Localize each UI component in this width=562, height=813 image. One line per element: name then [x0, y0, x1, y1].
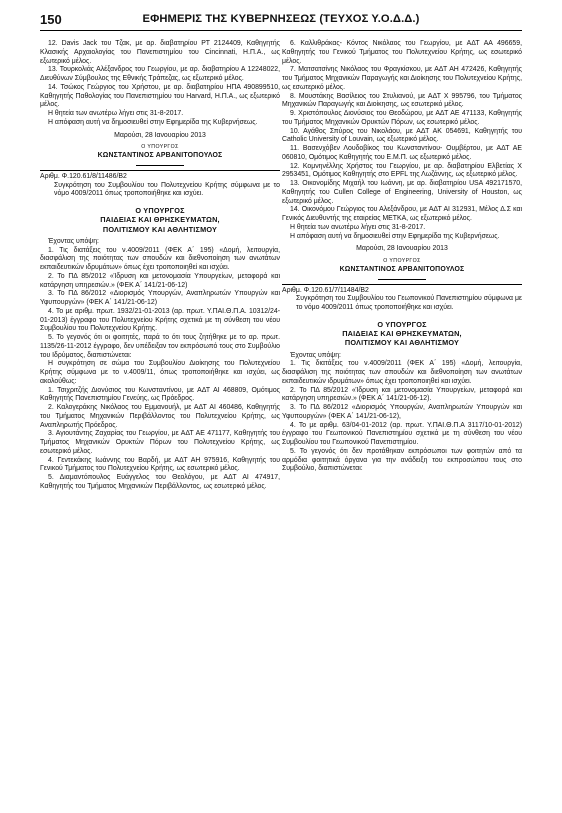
signatory-name: ΚΩΝΣΤΑΝΤΙΝΟΣ ΑΡΒΑΝΙΤΟΠΟΥΛΟΣ: [339, 265, 465, 273]
minister-heading-1: Ο ΥΠΟΥΡΓΟΣ: [135, 206, 185, 215]
minister-heading-2: ΠΑΙΔΕΙΑΣ ΚΑΙ ΘΡΗΣΚΕΥΜΑΤΩΝ,: [342, 329, 462, 339]
body-paragraph: 3. Το ΠΔ 86/2012 «Διορισμός Υπουργών, Αναπληρωτών Υπουργών και Υφυπουργών» (ΦΕΚ Α΄ 141/21-06-12),: [282, 404, 522, 420]
gazette-title: ΕΦΗΜΕΡΙΣ ΤΗΣ ΚΥΒΕΡΝΗΣΕΩΣ (ΤΕΥΧΟΣ Υ.Ο.Δ.Δ.): [142, 13, 420, 25]
member-item: 8. Μουστάκης Βασίλειος του Στυλιανού, με ΑΔΤ Χ 995796, του Τμήματος Μηχανικών Παραγωγής και Διοίκησης, ως εσωτερικό μέλος.: [282, 92, 522, 109]
minister-heading-1: Ο ΥΠΟΥΡΓΟΣ: [377, 319, 427, 329]
body-paragraph: 1. Τις διατάξεις του ν.4009/2011 (ΦΕΚ Α΄ 195) «Δομή, λειτουργία, διασφάλιση της ποιότητας των σπουδών και διεθνοποίηση των ανωτάτων εκπαιδευτικών ιδρυμάτων» όπως έχει τροποποιηθεί και ισχύει.: [40, 246, 280, 272]
body-paragraph: 1. Τις διατάξεις του ν.4009/2011 (ΦΕΚ Α΄ 195) «Δομή, λειτουργία, διασφάλιση της ποιότητας των σπουδών και διεθνοποίηση των ανωτάτων εκπαιδευτικών ιδρυμάτων» όπως έχει τροποποιηθεί και ισχύει.: [282, 360, 522, 385]
body-paragraph: 4. Το με αριθμ. 63/04-01-2012 (αρ. πρωτ. Υ.ΠΑΙ.Θ.Π.Α 3117/10-01-2012) έγγραφο του Γεωπονικού Πανεπιστημίου σχετικά με τη σύνθεση του νέου Συμβουλίου του Γεωπονικού Πανεπιστημίου.: [282, 421, 522, 447]
decision-number: Αριθμ. Φ.120.61/7/11484/Β2: [282, 284, 522, 296]
decision-title: [282, 295, 522, 313]
member-item: 6. Καλλιθράκας- Κόντος Νικόλαος του Γεωργίου, με ΑΔΤ ΑΑ 496659, Καθηγητής του Γενικού Τμήματος του Πολυτεχνείου Κρήτης, ως εσωτερικό μέλος.: [282, 40, 522, 65]
body-paragraph: 4. Το με αριθμ. πρωτ. 1932/21-01-2013 (αρ. πρωτ. Υ.ΠΑΙ.Θ.Π.Α. 10312/24-01-2013) έγγραφο του Πολυτεχνείου Κρήτης σχετικά με τη σύνθεση του νέου Συμβουλίου του Πολυτεχνείου Κρήτης.: [40, 307, 280, 333]
minister-heading-3: ΠΟΛΙΤΙΣΜΟΥ ΚΑΙ ΑΘΛΗΤΙΣΜΟΥ: [344, 338, 460, 348]
header-rule: [40, 30, 522, 31]
signature-divider: [136, 165, 184, 166]
body-paragraph: Η συγκρότηση σε σώμα του Συμβουλίου Διοίκησης του Πολυτεχνείου Κρήτης σύμφωνα με το ν.4009/11, όπως τροποποιήθηκε και ισχύει, ως ακολούθως:: [40, 360, 280, 385]
body-paragraph: 2. Το ΠΔ 85/2012 «Ίδρυση και μετονομασία Υπουργείων, μεταφορά και κατάργηση υπηρεσιών.» (ΦΕΚ Α΄ 141/21-06-12): [40, 272, 280, 289]
body-paragraph: Έχοντας υπόψη:: [48, 237, 99, 245]
minister-heading-2: ΠΑΙΔΕΙΑΣ ΚΑΙ ΘΡΗΣΚΕΥΜΑΤΩΝ,: [100, 215, 220, 225]
minister-heading-3: ΠΟΛΙΤΙΣΜΟΥ ΚΑΙ ΑΘΛΗΤΙΣΜΟΥ: [102, 224, 218, 234]
member-item: 3. Αγιουτάντης Ζαχαρίας του Γεωργίου, με ΑΔΤ ΑΕ 471177, Καθηγητής του Τμήματος Μηχανικών Ορυκτών Πόρων του Πολυτεχνείου Κρήτης, ως εσωτερικό μέλος.: [40, 430, 280, 455]
page-header: [40, 10, 522, 32]
signature-date: Μαρούσι, 28 Ιανουαρίου 2013: [114, 131, 206, 139]
publication-note: Η απόφαση αυτή να δημοσιευθεί στην Εφημερίδα της Κυβερνήσεως.: [290, 232, 500, 240]
body-paragraph: 5. Το γεγονός ότι δεν προτάθηκαν εκπρόσωποι των φοιτητών από τα αρμόδια φοιτητικά όργανα για την ανάδειξη του εκπροσώπου τους στο Συμβούλιο, διαπιστώνεται:: [282, 447, 522, 473]
member-item: 5. Διαμαντόπουλος Ευάγγελος του Θεολόγου, με ΑΔΤ ΑΙ 474917, Καθηγητής του Τμήματος Μηχανικών Περιβάλλοντος, ως εσωτερικό μέλος.: [40, 474, 280, 490]
right-column: [282, 40, 522, 474]
body-paragraph: 5. Το γεγονός ότι οι φοιτητές, παρά το ότι τους ζητήθηκε με το αρ. πρωτ. 1135/26-11-2012 έγγραφο, δεν υπέδειξαν τον εκπρόσωπό τους στο Συμβούλιο του Ιδρύματος, διαπιστώνεται:: [40, 334, 280, 359]
decision-title-text: Συγκρότηση του Συμβουλίου του Πολυτεχνείου Κρήτης σύμφωνα με το νόμο 4009/2011 όπως τροποποιήθηκε και ισχύει.: [54, 181, 280, 198]
signatory-role: Ο ΥΠΟΥΡΓΟΣ: [141, 144, 179, 151]
decision-title-text: Συγκρότηση του Συμβουλίου του Γεωπονικού Πανεπιστημίου σύμφωνα με το νόμο 4009/2011 όπως τροποποιήθηκε και ισχύει.: [296, 295, 522, 311]
member-item: 7. Ματσατσίνης Νικόλαος του Φραγκίσκου, με ΑΔΤ ΑΗ 472426, Καθηγητής του Τμήματος Μηχανικών Παραγωγής και Διοίκησης του Πολυτεχνείου Κρήτης, ως εσωτερικό μέλος.: [282, 66, 522, 91]
member-item: 14. Τσώκος Γεώργιος του Χρήστου, με αρ. διαβατηρίου ΗΠΑ 490899510, Καθηγητής Παθολογίας του Πανεπιστημίου του Harvard, Η.Π.Α., ως εξωτερικό μέλος.: [40, 83, 280, 109]
member-item: 13. Οικονομίδης Μιχαήλ του Ιωάννη, με αρ. διαβατηρίου USA 492171570, Καθηγητής του Cullen College of Engineering, University of Houston, ως εξωτερικό μέλος.: [282, 180, 522, 205]
decision-title: [40, 182, 280, 200]
member-item: 1. Τσιχριτζής Διονύσιος του Κωνσταντίνου, με ΑΔΤ ΑΙ 468809, Ομότιμος Καθηγητής Πανεπιστημίου Γενεύης, ως Πρόεδρος.: [40, 386, 280, 403]
member-item: 11. Βασενχόβεν Λουδοβίκος του Κωνσταντίνου- Ουμβέρτου, με ΑΔΤ ΑΕ 060810, Ομότιμος Καθηγητής του Ε.Μ.Π. ως εξωτερικό μέλος.: [282, 145, 522, 161]
body-paragraph: Έχοντας υπόψη:: [290, 351, 341, 359]
publication-note: Η απόφαση αυτή να δημοσιευθεί στην Εφημερίδα της Κυβερνήσεως.: [48, 118, 258, 126]
signature-divider: [378, 279, 426, 280]
member-item: 4. Γεντεκάκης Ιωάννης του Βαρδή, με ΑΔΤ ΑΗ 975916, Καθηγητής του Γενικού Τμήματος του Πολυτεχνείου Κρήτης, ως εσωτερικό μέλος.: [40, 456, 280, 473]
member-item: 10. Αγάθος Σπύρος του Νικολάου, με ΑΔΤ ΑΚ 054691, Καθηγητής του Catholic University of Louvain, ως εξωτερικό μέλος.: [282, 127, 522, 144]
term-note: Η θητεία των ανωτέρω λήγει στις 31-8-2017.: [48, 110, 184, 117]
signatory-role: Ο ΥΠΟΥΡΓΟΣ: [383, 258, 421, 264]
member-item: 9. Χριστόπουλος Διονύσιος του Θεοδώρου, με ΑΔΤ ΑΕ 471133, Καθηγητής του Τμήματος Μηχανικών Ορυκτών Πόρων, ως εσωτερικό μέλος.: [282, 110, 522, 126]
left-column: [40, 40, 280, 492]
member-item: 14. Οικονόμου Γεώργιος του Αλεξάνδρου, με ΑΔΤ ΑΙ 312931, Μέλος Δ.Σ και Γενικός Διευθυντής της εταιρείας ΜΕΤΚΑ, ως εξωτερικό μέλος.: [282, 206, 522, 222]
signatory-name: ΚΩΝΣΤΑΝΤΙΝΟΣ ΑΡΒΑΝΙΤΟΠΟΥΛΟΣ: [97, 152, 223, 159]
term-note: Η θητεία των ανωτέρω λήγει στις 31-8-2017.: [290, 223, 426, 231]
member-item: 13. Τουρκολιάς Αλέξανδρος του Γεωργίου, με αρ. διαβατηρίου Α 12248022, Διευθύνων Σύμβουλος της Εθνικής Τράπεζας, ως εξωτερικό μέλος.: [40, 66, 280, 82]
member-item: 12. Davis Jack του Τζακ, με αρ. διαβατηρίου PT 2124409, Καθηγητής Κλασικής Αρχαιολογίας του Πανεπιστημίου του Cincinnati, Η.Π.Α., ως εξωτερικό μέλος.: [40, 40, 280, 65]
signature-date: Μαρούσι, 28 Ιανουαρίου 2013: [356, 245, 448, 253]
member-item: 2. Καλογεράκης Νικόλαος του Εμμανουήλ, με ΑΔΤ ΑΙ 460486, Καθηγητής του Τμήματος Μηχανικών Περιβάλλοντος του Πολυτεχνείου Κρήτης, ως Αναπληρωτής Πρόεδρος.: [40, 404, 280, 429]
body-paragraph: 2. Το ΠΔ 85/2012 «Ίδρυση και μετονομασία Υπουργείων, μεταφορά και κατάργηση υπηρεσιών.» (ΦΕΚ Α΄ 141/21-06-12).: [282, 386, 522, 403]
member-item: 12. Κομνηνέλλης Χρήστος του Γεωργίου, με αρ. διαβατηρίου Ελβετίας Χ 2953451, Ομότιμος Καθηγητής στο EPFL της Λωζάννης, ως εξωτερικό μέλος.: [282, 162, 522, 179]
decision-number: Αριθμ. Φ.120.61/8/11486/Β2: [40, 170, 280, 182]
page-number: 150: [40, 12, 62, 27]
body-paragraph: 3. Το ΠΔ 86/2012 «Διορισμός Υπουργών, Αναπληρωτών Υπουργών και Υφυπουργών» (ΦΕΚ Α΄ 141/21-06-12): [40, 290, 280, 307]
